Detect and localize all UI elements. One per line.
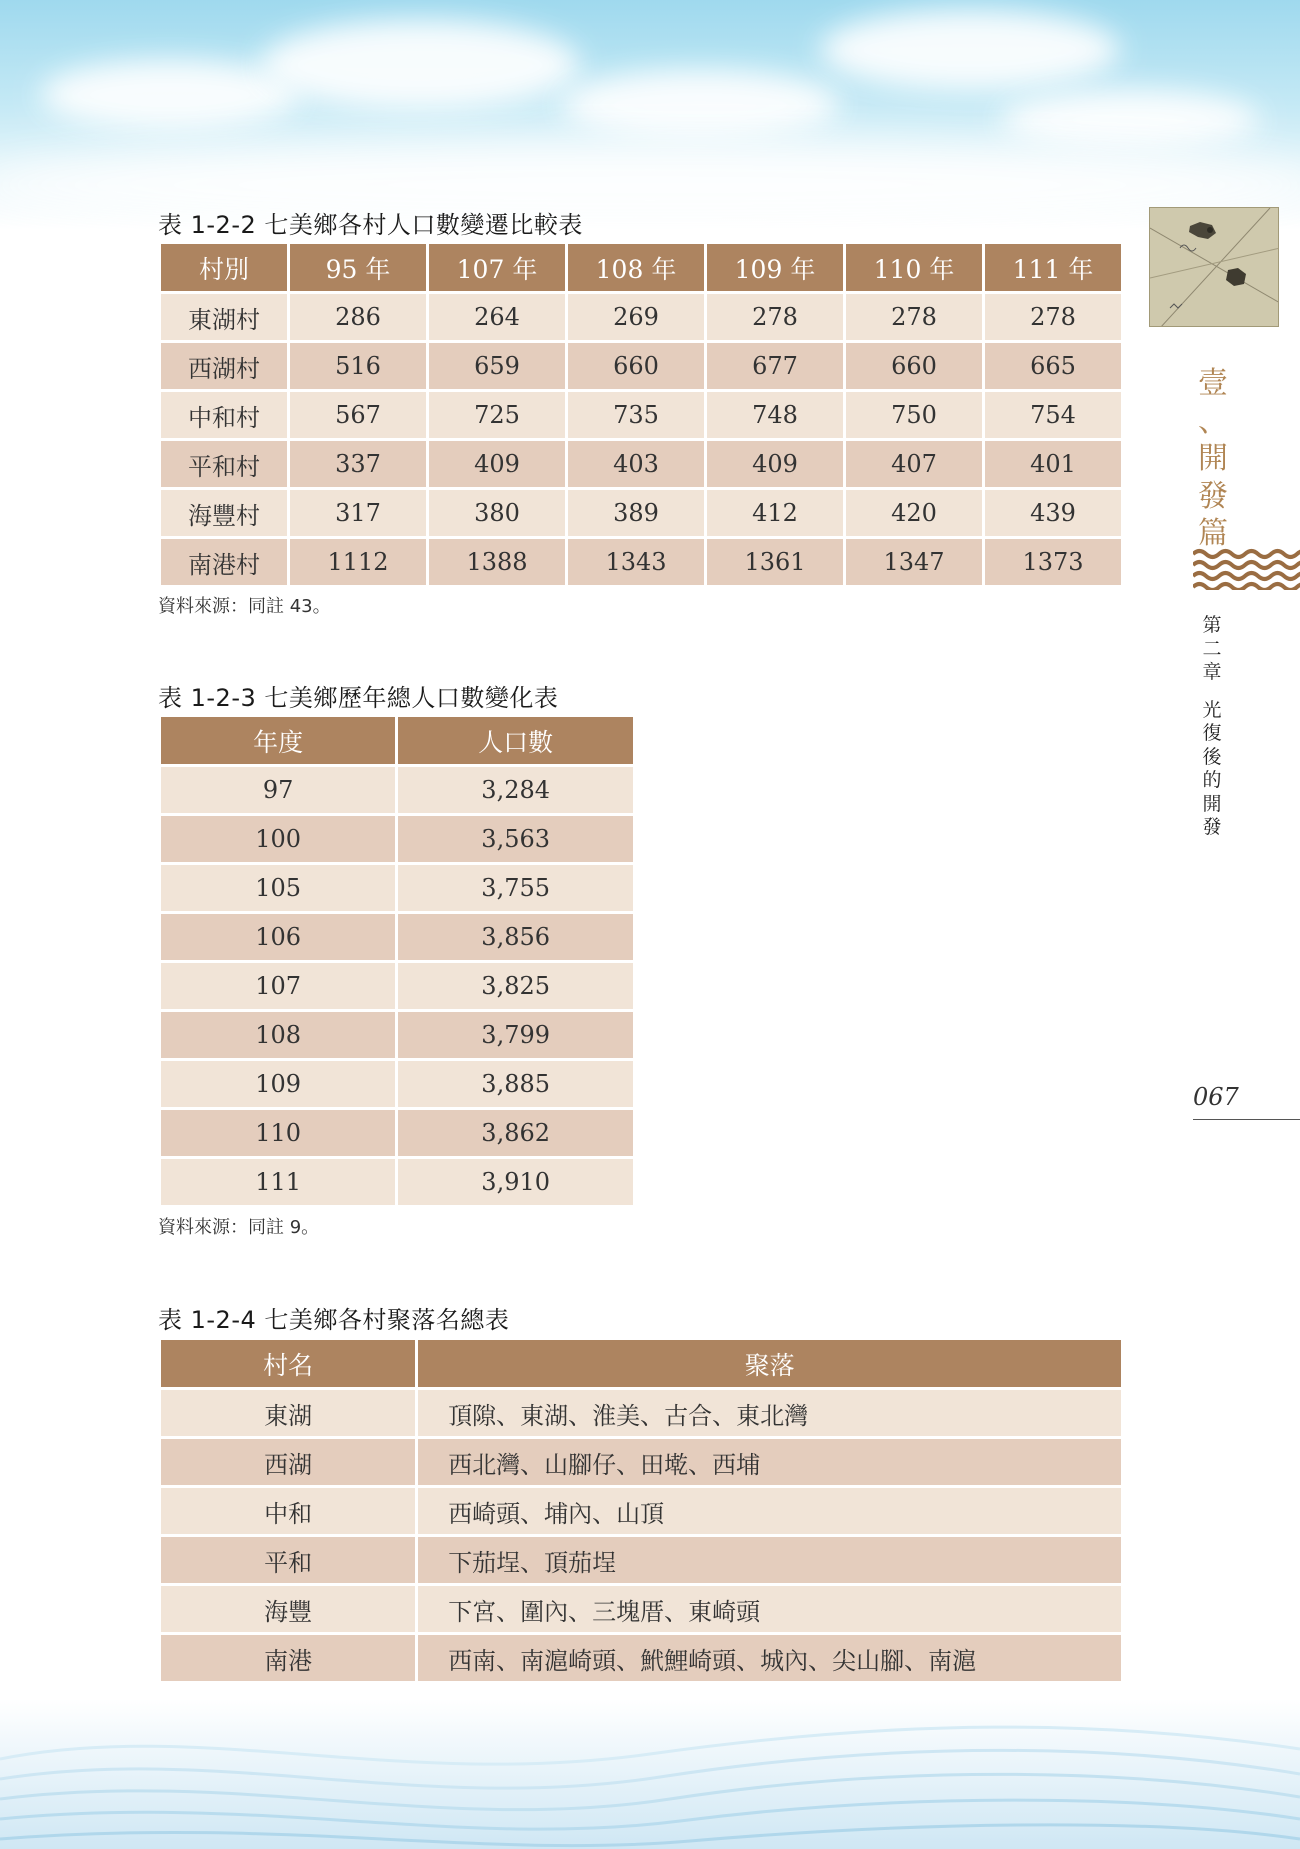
table-cell: 403 bbox=[568, 441, 704, 487]
table-cell: 677 bbox=[707, 343, 843, 389]
header-cell-village: 村別 bbox=[161, 244, 287, 291]
table-cell: 278 bbox=[707, 294, 843, 340]
header-cell-settlements: 聚落 bbox=[418, 1340, 1121, 1387]
table-cell: 1343 bbox=[568, 539, 704, 585]
table-cell: 頂隙、東湖、淮美、古合、東北灣 bbox=[418, 1390, 1121, 1436]
table-row bbox=[161, 767, 633, 813]
section-title-char: 開 bbox=[1198, 441, 1228, 476]
chapter-title-char: 後 bbox=[1202, 745, 1222, 768]
header-cell-year: 108 年 bbox=[568, 244, 704, 291]
table-row bbox=[161, 490, 1121, 536]
table-cell: 407 bbox=[846, 441, 982, 487]
header-cell-year: 95 年 bbox=[290, 244, 426, 291]
table-row bbox=[161, 1488, 1121, 1534]
table-cell: 111 bbox=[161, 1159, 395, 1205]
table-row bbox=[161, 1061, 633, 1107]
table-cell: 748 bbox=[707, 392, 843, 438]
table-cell: 264 bbox=[429, 294, 565, 340]
table-cell: 380 bbox=[429, 490, 565, 536]
table-cell: 100 bbox=[161, 816, 395, 862]
table-cell: 409 bbox=[429, 441, 565, 487]
table-cell: 平和 bbox=[161, 1537, 415, 1583]
table-cell: 725 bbox=[429, 392, 565, 438]
header-cell-village: 村名 bbox=[161, 1340, 415, 1387]
table-cell: 420 bbox=[846, 490, 982, 536]
section-title-char: 、 bbox=[1198, 403, 1228, 439]
table-row bbox=[161, 441, 1121, 487]
chapter-title-vertical bbox=[1199, 614, 1225, 840]
table-cell: 東湖村 bbox=[161, 294, 287, 340]
table-cell: 401 bbox=[985, 441, 1121, 487]
table-row bbox=[161, 343, 1121, 389]
table-cell: 269 bbox=[568, 294, 704, 340]
table1-source-note: 資料來源：同註 43。 bbox=[158, 596, 331, 617]
table-header-row bbox=[161, 244, 1121, 291]
table-cell: 107 bbox=[161, 963, 395, 1009]
header-cell-year: 年度 bbox=[161, 717, 395, 764]
table-cell: 3,910 bbox=[398, 1159, 633, 1205]
table-cell: 平和村 bbox=[161, 441, 287, 487]
table-cell: 750 bbox=[846, 392, 982, 438]
table3-caption: 表 1-2-4 七美鄉各村聚落名總表 bbox=[158, 1306, 510, 1334]
table1-caption: 表 1-2-2 七美鄉各村人口數變遷比較表 bbox=[158, 211, 583, 239]
chapter-title-char: 光 bbox=[1202, 698, 1222, 721]
table-cell: 中和村 bbox=[161, 392, 287, 438]
header-cell-year: 107 年 bbox=[429, 244, 565, 291]
chapter-title-char: 發 bbox=[1202, 816, 1222, 839]
table-row bbox=[161, 1537, 1121, 1583]
table-row bbox=[161, 914, 633, 960]
table-row bbox=[161, 865, 633, 911]
table-row bbox=[161, 392, 1121, 438]
wave-ornament-icon bbox=[1193, 548, 1300, 590]
chapter-title-char: 章 bbox=[1202, 661, 1222, 684]
table-cell: 3,856 bbox=[398, 914, 633, 960]
chapter-title-char: 第 bbox=[1202, 614, 1222, 636]
table-cell: 659 bbox=[429, 343, 565, 389]
table-cell: 東湖 bbox=[161, 1390, 415, 1436]
table-cell: 567 bbox=[290, 392, 426, 438]
table-cell: 3,799 bbox=[398, 1012, 633, 1058]
header-cell-year: 111 年 bbox=[985, 244, 1121, 291]
table-cell: 1112 bbox=[290, 539, 426, 585]
section-title-char: 壹 bbox=[1198, 366, 1228, 401]
chapter-title-char: 復 bbox=[1202, 722, 1222, 745]
section-title-char: 篇 bbox=[1198, 516, 1228, 551]
table-cell: 409 bbox=[707, 441, 843, 487]
page-number-rule bbox=[1193, 1119, 1300, 1120]
table2-caption: 表 1-2-3 七美鄉歷年總人口數變化表 bbox=[158, 684, 559, 712]
table-cell: 97 bbox=[161, 767, 395, 813]
table-cell: 317 bbox=[290, 490, 426, 536]
table-cell: 660 bbox=[846, 343, 982, 389]
wave-footer-decoration bbox=[0, 1699, 1300, 1849]
table-cell: 412 bbox=[707, 490, 843, 536]
total-population-table bbox=[158, 714, 636, 1208]
table-cell: 西北灣、山腳仔、田墘、西埔 bbox=[418, 1439, 1121, 1485]
section-title-vertical bbox=[1195, 365, 1231, 553]
table-cell: 1373 bbox=[985, 539, 1121, 585]
table-cell: 海豐村 bbox=[161, 490, 287, 536]
table-cell: 106 bbox=[161, 914, 395, 960]
table-cell: 109 bbox=[161, 1061, 395, 1107]
table-cell: 665 bbox=[985, 343, 1121, 389]
table-row bbox=[161, 539, 1121, 585]
table-cell: 105 bbox=[161, 865, 395, 911]
table-row bbox=[161, 1390, 1121, 1436]
table-cell: 439 bbox=[985, 490, 1121, 536]
sky-header-decoration bbox=[0, 0, 1300, 230]
table-header-row bbox=[161, 1340, 1121, 1387]
page-number: 067 bbox=[1193, 1083, 1239, 1111]
map-illustration-icon bbox=[1150, 208, 1279, 327]
table-row bbox=[161, 1012, 633, 1058]
table-cell: 108 bbox=[161, 1012, 395, 1058]
table2-source-note: 資料來源：同註 9。 bbox=[158, 1217, 320, 1238]
table-cell: 3,755 bbox=[398, 865, 633, 911]
table-row bbox=[161, 1586, 1121, 1632]
table-cell: 3,885 bbox=[398, 1061, 633, 1107]
table-cell: 南港村 bbox=[161, 539, 287, 585]
chapter-title-gap bbox=[1199, 685, 1225, 699]
table-cell: 1361 bbox=[707, 539, 843, 585]
chapter-title-char: 開 bbox=[1202, 792, 1222, 815]
table-cell: 3,284 bbox=[398, 767, 633, 813]
table-cell: 1388 bbox=[429, 539, 565, 585]
table-cell: 278 bbox=[846, 294, 982, 340]
table-row bbox=[161, 294, 1121, 340]
table-cell: 3,862 bbox=[398, 1110, 633, 1156]
table-cell: 西湖 bbox=[161, 1439, 415, 1485]
table-cell: 3,825 bbox=[398, 963, 633, 1009]
table-cell: 110 bbox=[161, 1110, 395, 1156]
table-cell: 278 bbox=[985, 294, 1121, 340]
table-row bbox=[161, 1159, 633, 1205]
table-cell: 西南、南滬崎頭、鮘鯉崎頭、城內、尖山腳、南滬 bbox=[418, 1635, 1121, 1681]
table-cell: 下宮、圍內、三塊厝、東崎頭 bbox=[418, 1586, 1121, 1632]
header-cell-population: 人口數 bbox=[398, 717, 633, 764]
table-cell: 3,563 bbox=[398, 816, 633, 862]
table-row bbox=[161, 963, 633, 1009]
header-cell-year: 110 年 bbox=[846, 244, 982, 291]
table-row bbox=[161, 1110, 633, 1156]
table-cell: 735 bbox=[568, 392, 704, 438]
village-population-table bbox=[158, 241, 1124, 588]
table-cell: 下茄埕、頂茄埕 bbox=[418, 1537, 1121, 1583]
header-cell-year: 109 年 bbox=[707, 244, 843, 291]
settlement-names-table bbox=[158, 1337, 1124, 1684]
table-row bbox=[161, 1635, 1121, 1681]
table-cell: 337 bbox=[290, 441, 426, 487]
table-cell: 海豐 bbox=[161, 1586, 415, 1632]
table-cell: 中和 bbox=[161, 1488, 415, 1534]
chapter-title-char: 的 bbox=[1202, 769, 1222, 792]
table-cell: 286 bbox=[290, 294, 426, 340]
table-header-row bbox=[161, 717, 633, 764]
table-cell: 西崎頭、埔內、山頂 bbox=[418, 1488, 1121, 1534]
historic-map-thumbnail bbox=[1149, 207, 1279, 327]
table-cell: 1347 bbox=[846, 539, 982, 585]
table-cell: 754 bbox=[985, 392, 1121, 438]
table-cell: 南港 bbox=[161, 1635, 415, 1681]
table-row bbox=[161, 1439, 1121, 1485]
table-cell: 389 bbox=[568, 490, 704, 536]
section-title-char: 發 bbox=[1198, 478, 1228, 514]
table-cell: 660 bbox=[568, 343, 704, 389]
table-row bbox=[161, 816, 633, 862]
chapter-title-char: 二 bbox=[1202, 637, 1222, 660]
table-cell: 516 bbox=[290, 343, 426, 389]
table-cell: 西湖村 bbox=[161, 343, 287, 389]
